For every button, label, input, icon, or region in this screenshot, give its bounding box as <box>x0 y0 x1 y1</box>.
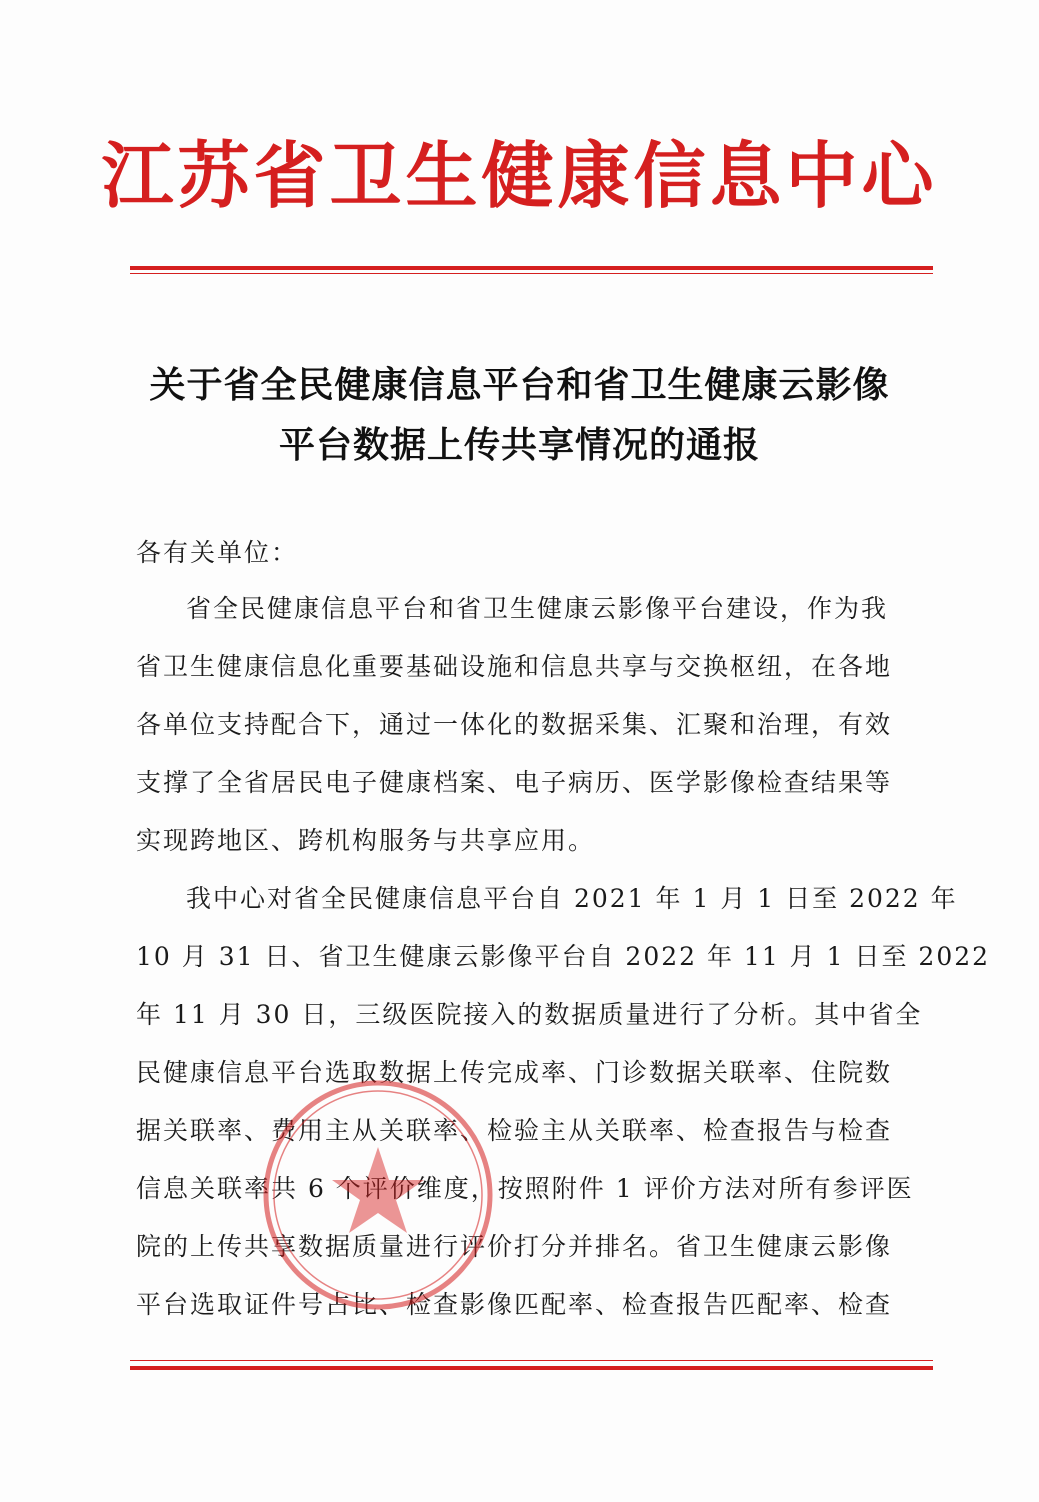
document-title-line-1: 关于省全民健康信息平台和省卫生健康云影像 <box>149 365 890 406</box>
org-name-header: 江苏省卫生健康信息中心 <box>101 134 938 218</box>
paragraph-1-line: 支撑了全省居民电子健康档案、电子病历、医学影像检查结果等 <box>136 768 893 797</box>
paragraph-2-line: 院的上传共享数据质量进行评价打分并排名。省卫生健康云影像 <box>136 1232 893 1261</box>
document-title-line-2: 平台数据上传共享情况的通报 <box>278 425 760 466</box>
salutation: 各有关单位： <box>136 538 299 567</box>
official-seal-icon <box>258 1075 498 1315</box>
paragraph-2-line: 信息关联率共 6 个评价维度，按照附件 1 评价方法对所有参评医 <box>136 1174 914 1203</box>
paragraph-2-line: 年 11 月 30 日，三级医院接入的数据质量进行了分析。其中省全 <box>136 1000 923 1029</box>
paragraph-2-line: 民健康信息平台选取数据上传完成率、门诊数据关联率、住院数 <box>136 1058 893 1087</box>
header-red-rule <box>130 266 933 270</box>
header-red-rule-thin <box>130 273 933 274</box>
paragraph-2-line: 10 月 31 日、省卫生健康云影像平台自 2022 年 11 月 1 日至 2022 <box>136 942 991 971</box>
paragraph-2-line: 平台选取证件号占比、检查影像匹配率、检查报告匹配率、检查 <box>136 1290 893 1319</box>
footer-red-rule-thin <box>130 1360 933 1361</box>
footer-red-rule <box>130 1366 933 1370</box>
paragraph-1-line: 省全民健康信息平台和省卫生健康云影像平台建设，作为我 <box>186 594 889 623</box>
paragraph-2-line: 据关联率、费用主从关联率、检验主从关联率、检查报告与检查 <box>136 1116 893 1145</box>
paragraph-2-line: 我中心对省全民健康信息平台自 2021 年 1 月 1 日至 2022 年 <box>186 884 958 913</box>
paragraph-1-line: 实现跨地区、跨机构服务与共享应用。 <box>136 826 596 855</box>
paragraph-1-line: 各单位支持配合下，通过一体化的数据采集、汇聚和治理，有效 <box>136 710 893 739</box>
paragraph-1-line: 省卫生健康信息化重要基础设施和信息共享与交换枢纽，在各地 <box>136 652 893 681</box>
